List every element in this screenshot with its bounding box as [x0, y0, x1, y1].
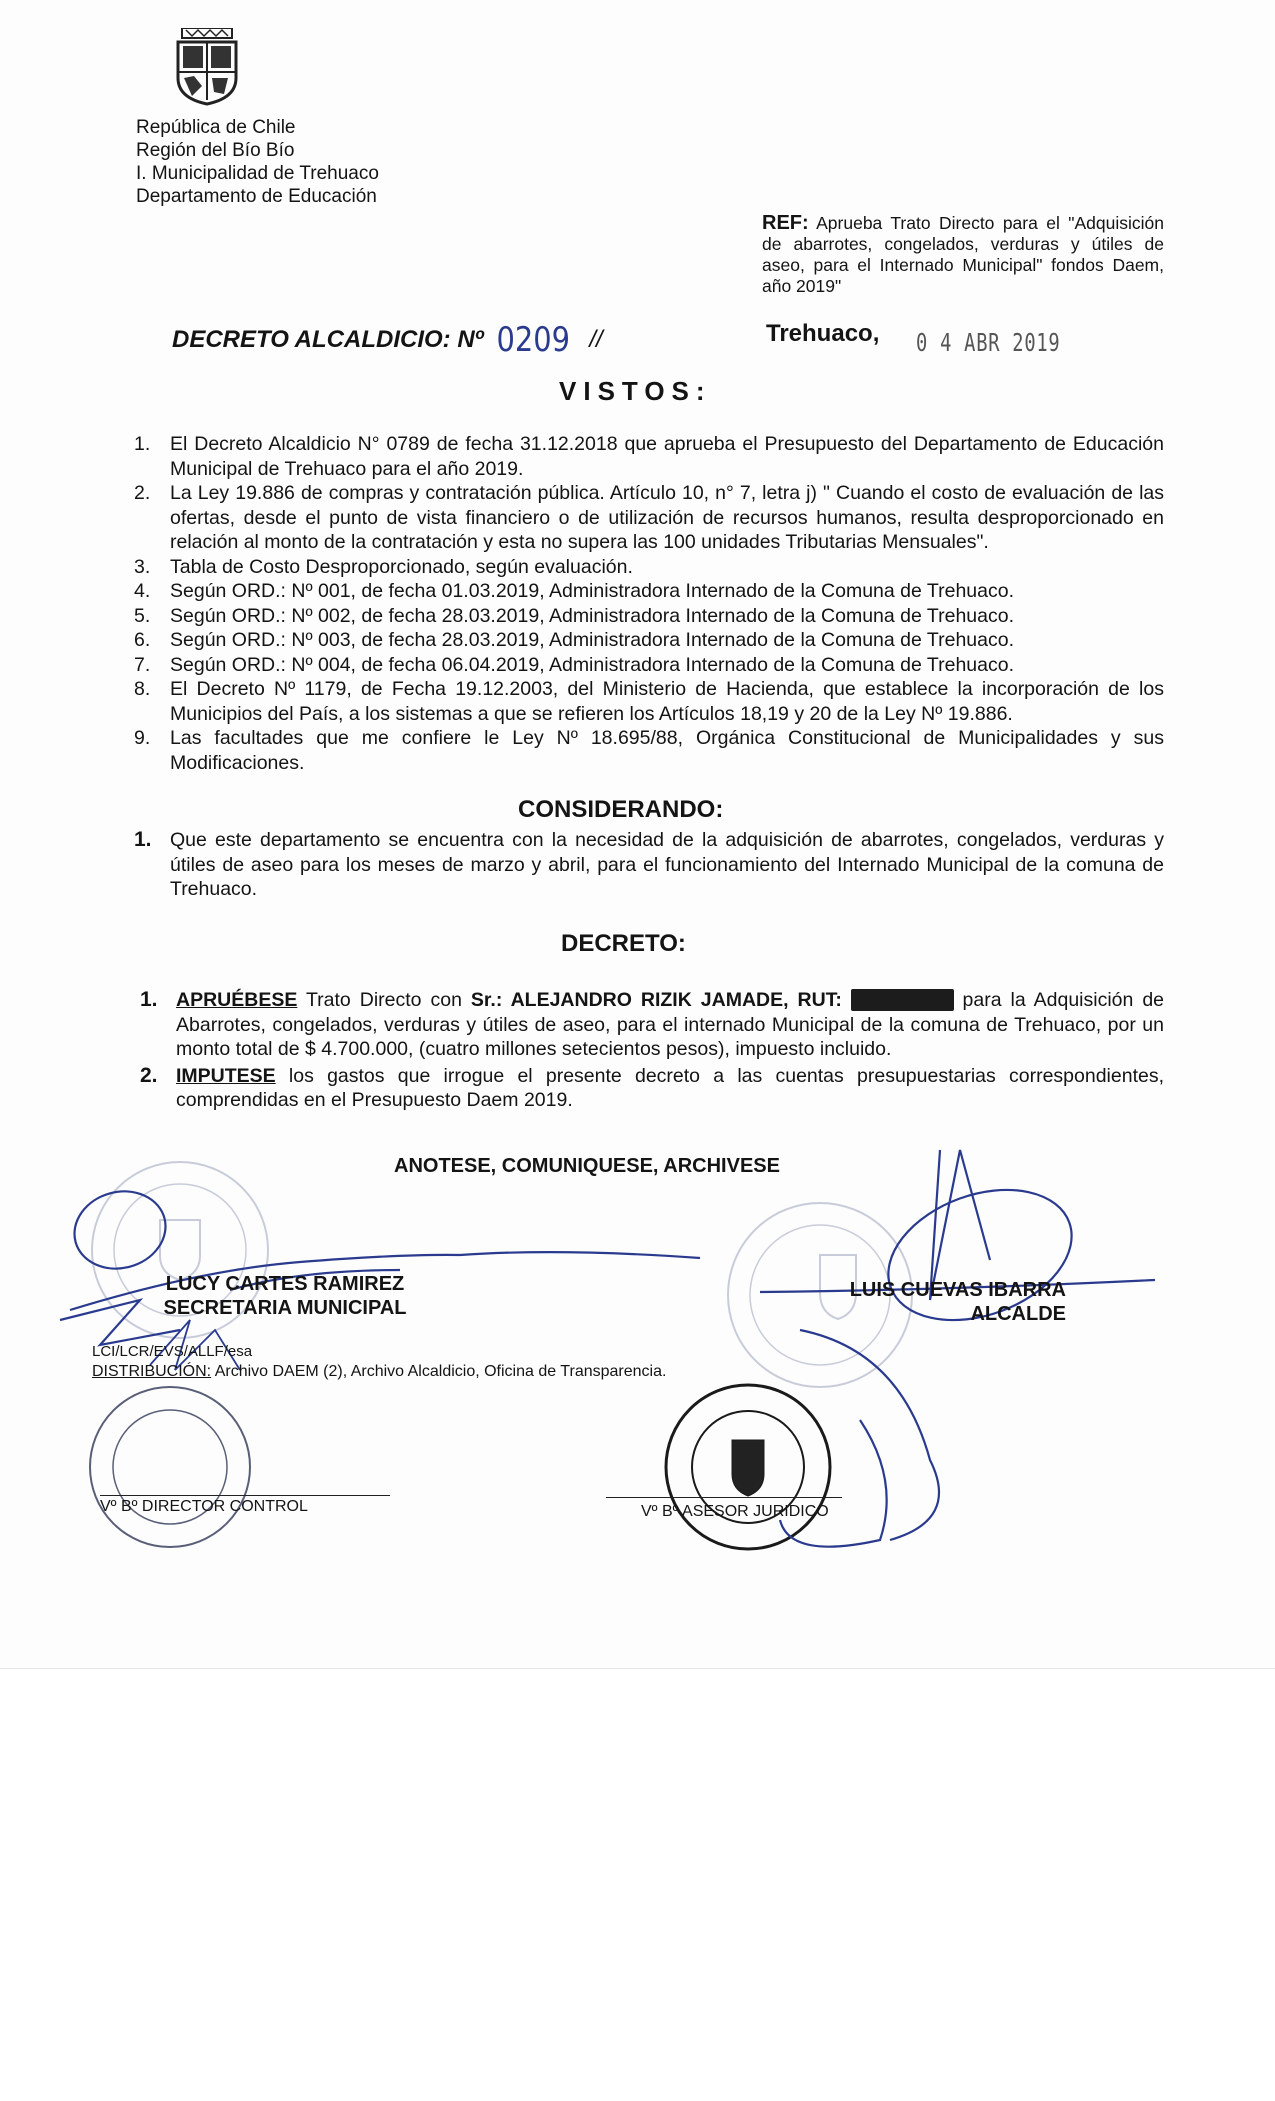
- list-item: 4. Según ORD.: Nº 001, de fecha 01.03.2019, Administradora Internado de la Comuna de Trehuaco.: [134, 580, 1014, 602]
- secretary-signature-block: [150, 1272, 420, 1320]
- list-item: 2. La Ley 19.886 de compras y contratación pública. Artículo 10, n° 7, letra j) " Cuando el costo de evaluación de las ofertas, desde el punto de vista financiero o de utilización de recursos humanos, resulta desproporcionado en relación al monto de la contratación y esta no supera las 100 unidades Tributarias Mensuales".: [134, 482, 1164, 553]
- legal-advisor-stamp-icon: [666, 1385, 830, 1549]
- list-item: 3. Tabla de Costo Desproporcionado, según evaluación.: [134, 555, 633, 578]
- mayor-name: LUIS CUEVAS IBARRA: [849, 1279, 1066, 1301]
- legal-signature-line: [606, 1497, 842, 1498]
- decree-city: Trehuaco,: [766, 320, 880, 347]
- decree-suffix: //: [589, 326, 603, 353]
- header-department: Departamento de Educación: [136, 186, 377, 207]
- header-region: Región del Bío Bío: [136, 140, 295, 161]
- distribution-label: DISTRIBUCIÓN:: [92, 1363, 212, 1380]
- considerando-heading: CONSIDERANDO:: [518, 796, 724, 823]
- header-municipality: I. Municipalidad de Trehuaco: [136, 163, 379, 184]
- mayor-signature-block: [826, 1278, 1066, 1326]
- list-item: 1. APRUÉBESE Trato Directo con Sr.: ALEJANDRO RIZIK JAMADE, RUT: 6.319077-2 para la Adquisición de Abarrotes, congelados, verduras y útiles de aseo, para el internado Municipal de la comuna de Trehuaco, por un monto total de $ 4.700.000, (cuatro millones setecientos pesos), impuesto incluido.: [140, 988, 1165, 1060]
- provider-name: Sr.: ALEJANDRO RIZIK JAMADE, RUT:: [470, 989, 842, 1011]
- list-item: 5. Según ORD.: Nº 002, de fecha 28.03.2019, Administradora Internado de la Comuna de Trehuaco.: [134, 604, 1014, 627]
- list-item: 6. Según ORD.: Nº 003, de fecha 28.03.2019, Administradora Internado de la Comuna de Trehuaco.: [134, 629, 1014, 651]
- distribution-text: Archivo DAEM (2), Archivo Alcaldicio, Oficina de Transparencia.: [211, 1363, 667, 1380]
- mayor-signature-icon: [760, 1150, 1155, 1547]
- legal-approval-label: Vº Bº ASESOR JURIDICO: [641, 1503, 829, 1520]
- secretary-signature-icon: [60, 1181, 700, 1345]
- imputese-keyword: IMPUTESE: [176, 1064, 276, 1087]
- header-country: República de Chile: [136, 117, 296, 138]
- distribution-line: [92, 1363, 666, 1381]
- date-stamp: 0 4 ABR 2019: [916, 328, 1061, 357]
- list-item: 7. Según ORD.: Nº 004, de fecha 06.04.2019, Administradora Internado de la Comuna de Trehuaco.: [134, 653, 1014, 676]
- control-approval-label: Vº Bº DIRECTOR CONTROL: [100, 1498, 308, 1515]
- blank-page-area: [0, 1668, 1275, 2101]
- list-item: 1. El Decreto Alcaldicio N° 0789 de fecha 31.12.2018 que aprueba el Presupuesto del Departamento de Educación Municipal de Trehuaco para el año 2019.: [134, 433, 1164, 480]
- list-item: 2. IMPUTESE los gastos que irrogue el presente decreto a las cuentas presupuestarias correspondientes, comprendidas en el Presupuesto Daem 2019.: [140, 1063, 1164, 1111]
- control-signature-line: [100, 1495, 390, 1496]
- mayor-role: ALCALDE: [970, 1303, 1066, 1325]
- reference-initials: LCI/LCR/EVS/ALLF/esa: [92, 1343, 253, 1360]
- closing-formula: ANOTESE, COMUNIQUESE, ARCHIVESE: [394, 1155, 780, 1177]
- secretary-role: SECRETARIA MUNICIPAL: [163, 1297, 407, 1319]
- decree-number-handwritten: 0209: [496, 320, 571, 360]
- list-item: 1. Que este departamento se encuentra con la necesidad de la adquisición de abarrotes, congelados, verduras y útiles de aseo para los meses de marzo y abril, para el funcionamiento del Internado Municipal de la comuna de Trehuaco.: [134, 828, 1164, 900]
- decreto-heading: DECRETO:: [561, 930, 686, 957]
- secretary-name: LUCY CARTES RAMIREZ: [165, 1273, 405, 1295]
- rut-redacted: 6.319077-2: [852, 989, 952, 1011]
- list-item: 9. Las facultades que me confiere le Ley Nº 18.695/88, Orgánica Constitucional de Municipalidades y sus Modificaciones.: [134, 727, 1164, 774]
- decree-label: DECRETO ALCALDICIO: Nº: [172, 326, 484, 353]
- ref-text: Aprueba Trato Directo para el "Adquisición de abarrotes, congelados, verduras y útiles de aseo, para el Internado Municipal" fondos Daem, año 2019": [762, 213, 1164, 296]
- apruebese-keyword: APRUÉBESE: [176, 989, 298, 1011]
- list-item: 8. El Decreto Nº 1179, de Fecha 19.12.2003, del Ministerio de Hacienda, que establece la incorporación de los Municipios del País, a los sistemas a que se refieren los Artículos 18,19 y 20 de la Ley Nº 19.886.: [134, 678, 1164, 725]
- vistos-heading: VISTOS:: [559, 376, 712, 406]
- control-unit-stamp-icon: [90, 1387, 250, 1547]
- ref-label: REF:: [762, 212, 809, 234]
